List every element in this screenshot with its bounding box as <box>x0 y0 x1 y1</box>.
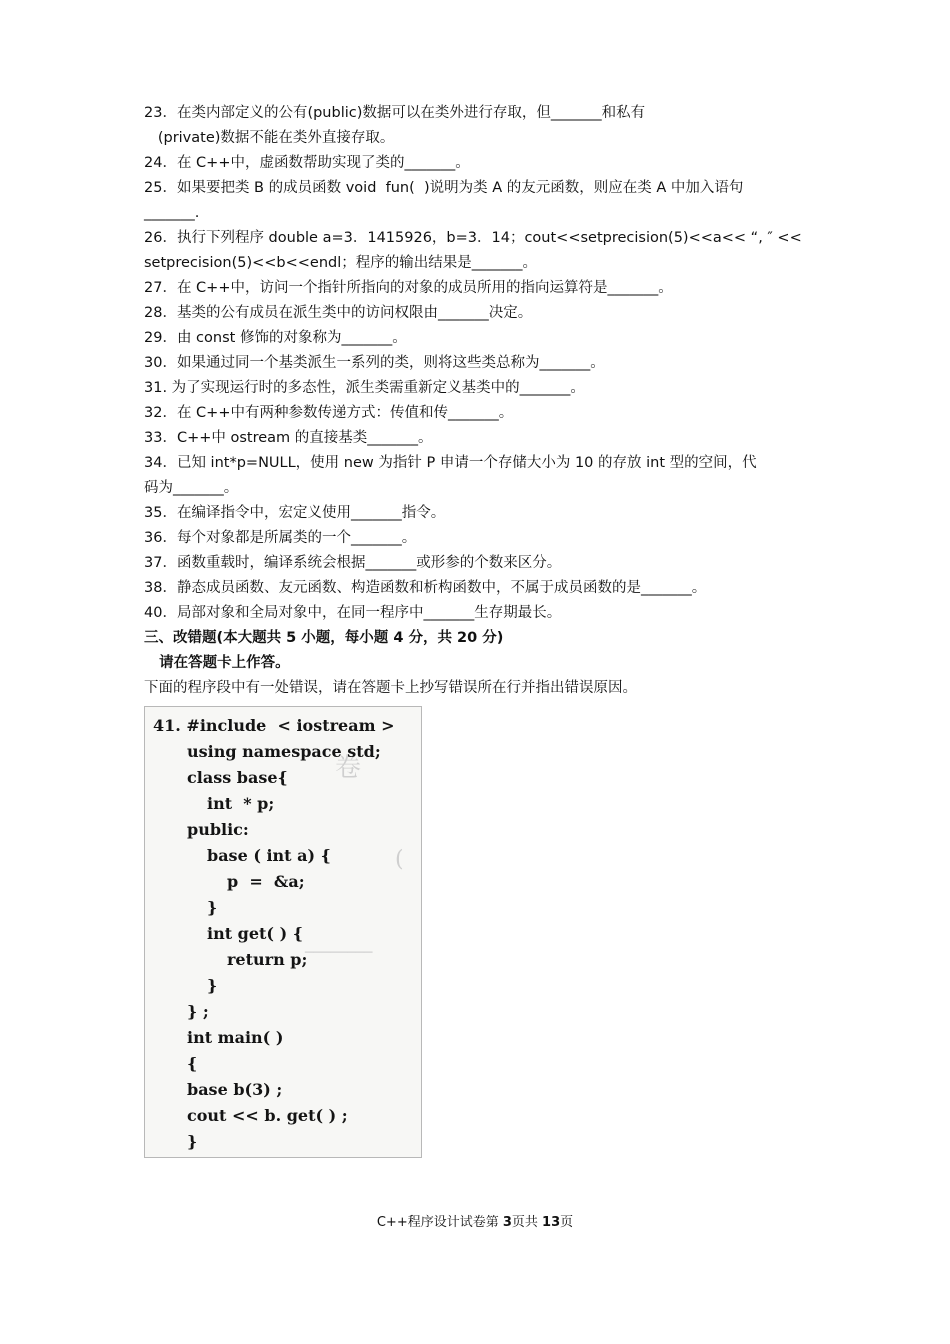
question-text: 34．已知 int*p=NULL，使用 new 为指针 P 申请一个存储大小为 10 的存放 int 型的空间，代 <box>144 455 757 471</box>
question-36: 36．每个对象都是所属类的一个_______。 <box>144 530 417 546</box>
question-text-cont: 码为_______。 <box>144 480 239 496</box>
code-line: 41. #include < iostream > <box>153 716 395 735</box>
question-text-cont: _______. <box>144 205 200 221</box>
section-instruction: 下面的程序段中有一处错误，请在答题卡上抄写错误所在行并指出错误原因。 <box>144 680 637 696</box>
question-33: 33．C++中 ostream 的直接基类_______。 <box>144 430 433 446</box>
question-40: 40．局部对象和全局对象中，在同一程序中_______生存期最长。 <box>144 605 562 621</box>
code-line: public: <box>187 820 249 839</box>
question-text: 23．在类内部定义的公有(public)数据可以在类外进行存取，但_______和私有 <box>144 105 646 121</box>
question-32: 32．在 C++中有两种参数传递方式：传值和传_______。 <box>144 405 514 421</box>
section-subheading: 请在答题卡上作答。 <box>144 655 290 671</box>
footer-page-number: 3 <box>502 1215 512 1230</box>
code-line: } <box>187 1132 198 1151</box>
code-line: base ( int a) { <box>207 846 331 865</box>
page-footer <box>0 1213 950 1233</box>
footer-total-pages: 13 <box>542 1215 561 1230</box>
bleed-through-mark: 卷 <box>335 753 362 783</box>
question-29: 29．由 const 修饰的对象称为_______。 <box>144 330 407 346</box>
question-27: 27．在 C++中，访问一个指针所指向的对象的成员所用的指向运算符是_______。 <box>144 280 673 296</box>
footer-mid: 页共 <box>511 1215 543 1230</box>
question-text-cont: setprecision(5)<<b<<endl；程序的输出结果是_______。 <box>144 255 538 271</box>
code-line: cout << b. get( ) ; <box>187 1106 348 1125</box>
code-line: class base{ <box>187 768 288 787</box>
bleed-through-mark: ( <box>395 847 404 872</box>
question-text-cont: (private)数据不能在类外直接存取。 <box>144 130 395 146</box>
question-30: 30．如果通过同一个基类派生一系列的类，则将这些类总称为_______。 <box>144 355 605 371</box>
code-line: int * p; <box>207 794 275 813</box>
question-35: 35．在编译指令中，宏定义使用_______指令。 <box>144 505 446 521</box>
code-line: { <box>187 1054 198 1073</box>
question-24: 24．在 C++中，虚函数帮助实现了类的_______。 <box>144 155 470 171</box>
question-28: 28．基类的公有成员在派生类中的访问权限由_______决定。 <box>144 305 533 321</box>
footer-prefix: C++程序设计试卷第 <box>376 1215 503 1230</box>
bleed-through-mark: ──────── <box>305 945 373 961</box>
code-image <box>144 706 422 1158</box>
code-line: } ; <box>187 1002 209 1021</box>
code-line: } <box>207 898 218 917</box>
code-line: } <box>207 976 218 995</box>
code-line: using namespace std; <box>187 742 381 761</box>
footer-suffix: 页 <box>560 1215 574 1230</box>
section-heading: 三、改错题(本大题共 5 小题，每小题 4 分，共 20 分) <box>144 630 504 646</box>
code-line: p = &a; <box>227 872 305 891</box>
code-line: return p; <box>227 950 308 969</box>
question-37: 37．函数重载时，编译系统会根据_______或形参的个数来区分。 <box>144 555 562 571</box>
question-31: 31. 为了实现运行时的多态性，派生类需重新定义基类中的_______。 <box>144 380 585 396</box>
code-line: int get( ) { <box>207 924 303 943</box>
question-text: 26．执行下列程序 double a=3．1415926，b=3．14；cout<<setprecision(5)<<a<< “, ″ << <box>144 230 802 246</box>
question-text: 25．如果要把类 B 的成员函数 void fun( )说明为类 A 的友元函数，则应在类 A 中加入语句 <box>144 180 744 196</box>
code-line: base b(3) ; <box>187 1080 283 1099</box>
code-line: int main( ) <box>187 1028 284 1047</box>
question-38: 38．静态成员函数、友元函数、构造函数和析构函数中，不属于成员函数的是_______。 <box>144 580 707 596</box>
